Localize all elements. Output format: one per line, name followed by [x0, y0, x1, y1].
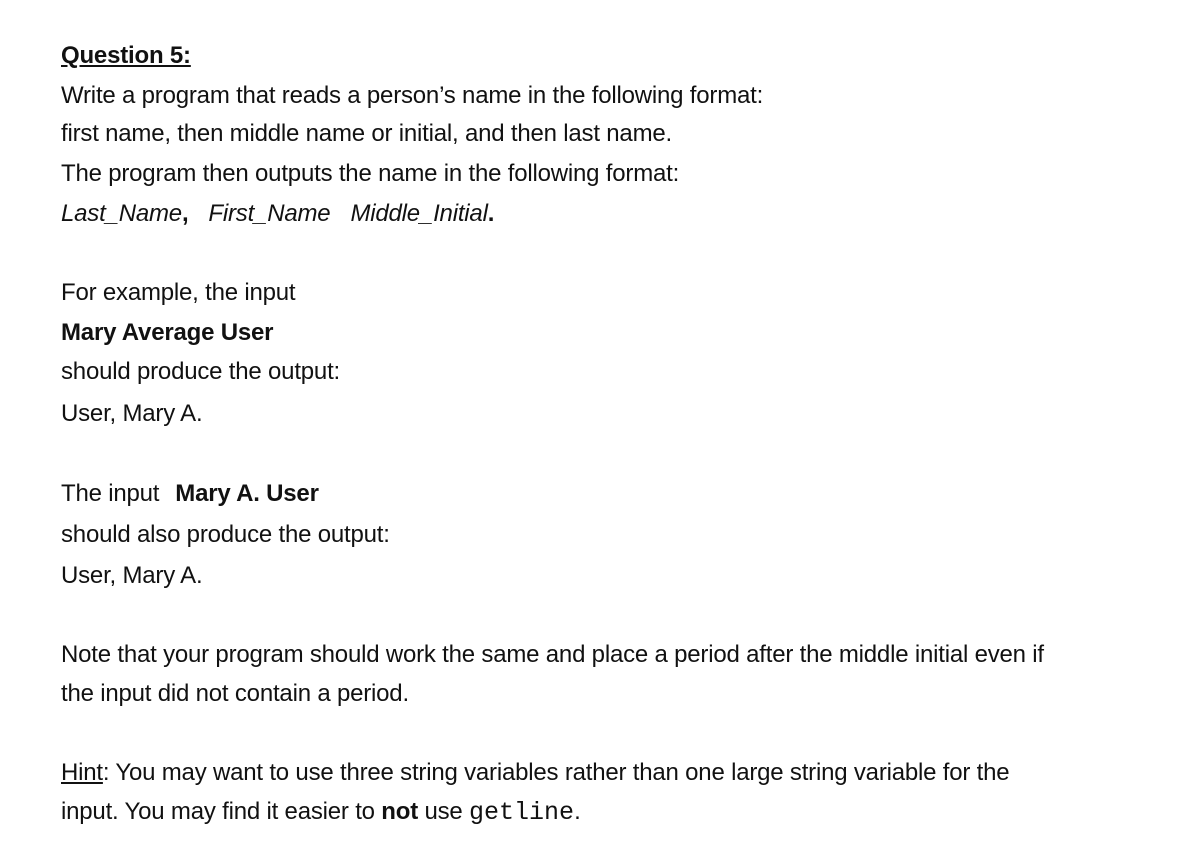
- example2-lead: The input: [61, 480, 160, 507]
- note-line-2: the input did not contain a period.: [61, 680, 409, 707]
- output-format: [61, 199, 494, 229]
- example1-input: Mary Average User: [61, 319, 274, 346]
- note-line-1: Note that your program should work the same and place a period after the middle initial even if: [61, 641, 1044, 668]
- hint-colon: :: [102, 759, 110, 786]
- format-period: .: [487, 200, 495, 227]
- format-comma: ,: [181, 200, 189, 227]
- example2-input: Mary A. User: [175, 480, 319, 507]
- hint-end-period: .: [574, 798, 581, 825]
- hint-text-2b: use: [418, 798, 470, 825]
- example1-output: User, Mary A.: [61, 400, 203, 427]
- hint-text-2a: input. You may find it easier to: [61, 798, 382, 825]
- hint-line-1: [61, 758, 1009, 788]
- format-first-name: First_Name: [208, 200, 331, 227]
- hint-label: Hint: [61, 759, 103, 786]
- hint-code-getline: getline: [469, 798, 575, 827]
- example2-line: [61, 479, 319, 509]
- example2-output: User, Mary A.: [61, 562, 203, 589]
- intro-line-2: first name, then middle name or initial, and then last name.: [61, 120, 672, 147]
- intro-line-3: The program then outputs the name in the following format:: [61, 160, 680, 187]
- hint-text-1: You may want to use three string variables rather than one large string variable for the: [109, 759, 1010, 786]
- intro-line-1: Write a program that reads a person’s name in the following format:: [61, 82, 764, 109]
- example1-should: should produce the output:: [61, 358, 341, 385]
- question-title: Question 5:: [61, 42, 191, 69]
- format-last-name: Last_Name: [61, 200, 182, 227]
- example1-lead: For example, the input: [61, 279, 296, 306]
- hint-line-2: [61, 797, 581, 828]
- format-middle-initial: Middle_Initial: [350, 200, 488, 227]
- hint-not-emphasis: not: [381, 798, 418, 825]
- example2-should: should also produce the output:: [61, 521, 390, 548]
